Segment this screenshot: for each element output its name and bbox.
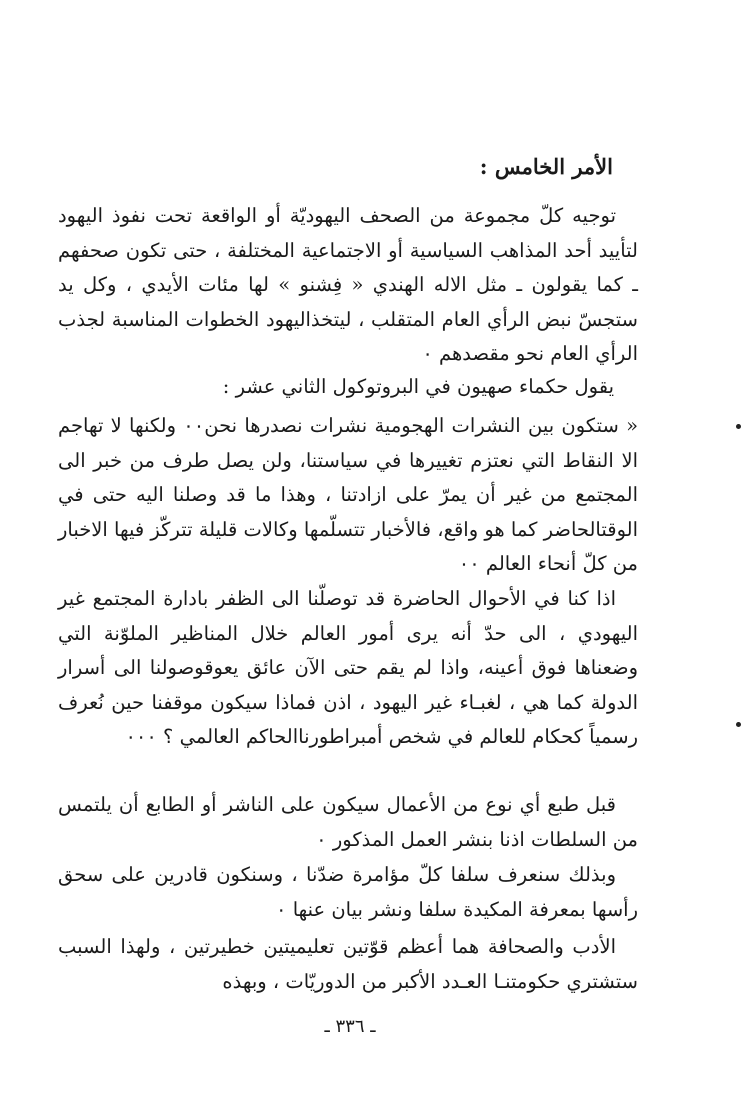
margin-mark — [736, 424, 741, 429]
section-heading: الأمر الخامس : — [479, 154, 613, 179]
paragraph-press-directive: توجيه كلّ مجموعة من الصحف اليهوديّة أو الواقعة تحت نفوذ اليهود لتأييد أحد المذاهب السياسية أو الاجتماعية المختلفة ، حتى تكون صحفهم ـ كما يقولون ـ مثل الاله الهندي « فِشنو » لها مئات الأيدي ، وكل يد ستجسّ نبض الرأي العام المتقلب ، ليتخذاليهود الخطوات المناسبة لجذب الرأي العام نحو مقصدهم ٠ — [58, 204, 638, 365]
page-number: ـ ٣٣٦ ـ — [324, 1016, 376, 1037]
margin-mark — [736, 722, 741, 727]
paragraph-protocol-intro: يقول حكماء صهيون في البروتوكول الثاني عشر : — [222, 375, 614, 398]
paragraph-quote-publications: « ستكون بين النشرات الهجومية نشرات نصدرها نحن٠٠ ولكنها لا تهاجم الا النقاط التي نعتزم تغييرها في سياستنا، ولن يصل طرف من خبر الى المجتمع من غير أن يمرّ على ازادتنا ، وهذا ما قد وصلنا اليه حتى في الوقتالحاضر كما هو واقع، فالأخبار تتسلّمها وكالات قليلة تتركّز فيها الاخبار من كلّ أنحاء العالم ٠٠ — [58, 414, 639, 575]
paragraph-quote-literature: الأدب والصحافة هما أعظم قوّتين تعليميتين خطيرتين ، ولهذا السبب ستشتري حكومتنـا العـدد الأكبر من الدوريّات ، وبهذه — [58, 935, 638, 993]
paragraph-quote-control: اذا كنا في الأحوال الحاضرة قد توصلّنا الى الظفر بادارة المجتمع غير اليهودي ، الى حدّ أنه يرى أمور العالم خلال المناظير الملوّنة التي وضعناها فوق أعينه، واذا لم يقم حتى الآن عائق يعوقوصولنا الى أسرار الدولة كما هي ، لغبـاء غير اليهود ، اذن فماذا سيكون موقفنا حين نُعرف رسمياً كحكام للعالم في شخص أمبراطورناالحاكم العالمي ؟ ٠٠٠ — [58, 587, 638, 748]
paragraph-quote-permission: قبل طبع أي نوع من الأعمال سيكون على الناشر أو الطابع أن يلتمس من السلطات اذنا بنشر العمل المذكور ٠ — [58, 793, 638, 851]
paragraph-quote-conspiracy: وبذلك سنعرف سلفا كلّ مؤامرة ضدّنا ، وسنكون قادرين على سحق رأسها بمعرفة المكيدة سلفا ونشر بيان عنها ٠ — [58, 863, 638, 921]
